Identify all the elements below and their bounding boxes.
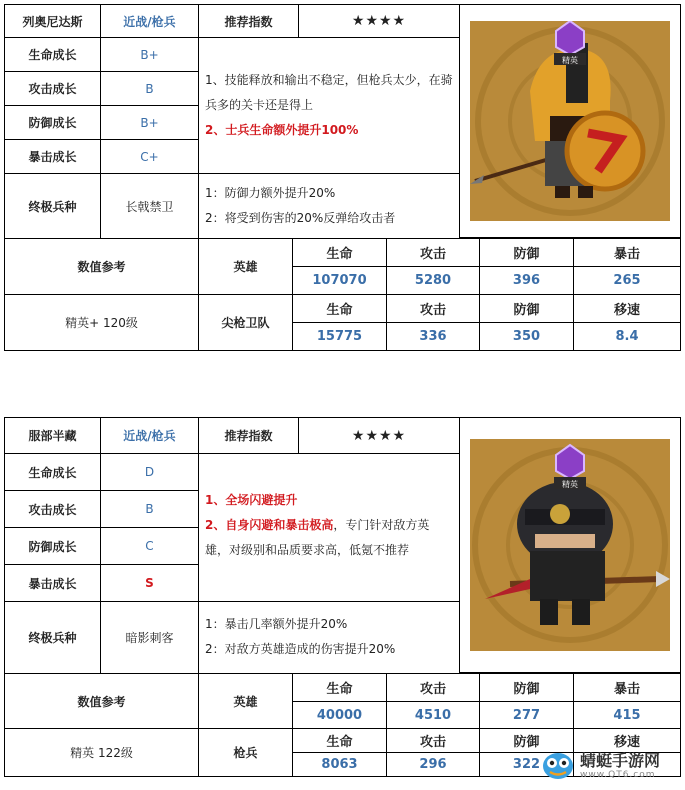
troop-stat-h3: 防御 <box>479 294 574 323</box>
dragonfly-logo-icon <box>540 750 576 782</box>
ult-note-1: 1：暴击几率额外提升20% <box>205 617 348 631</box>
growth-label-crit: 暴击成长 <box>4 564 101 602</box>
growth-label-crit: 暴击成长 <box>4 139 101 174</box>
badge-label: 精英 <box>562 480 578 489</box>
hero-portrait <box>459 417 681 673</box>
growth-label-hp: 生命成长 <box>4 37 101 72</box>
ult-note-2: 2：对敌方英雄造成的伤害提升20% <box>205 642 396 656</box>
note-line-1: 1、技能释放和输出不稳定，但枪兵太少，在骑兵多的关卡还是得上 <box>205 73 453 112</box>
hero-stat-v1: 107070 <box>292 266 387 295</box>
ult-notes <box>198 173 460 239</box>
growth-grade-crit: C+ <box>100 139 199 174</box>
ult-note-2: 2：将受到伤害的20%反弹给攻击者 <box>205 211 396 225</box>
hero-stats-label: 英雄 <box>198 238 293 295</box>
hero-stat-h1: 生命 <box>292 238 387 267</box>
hattori-portrait-image <box>470 439 670 651</box>
troop-label: 枪兵 <box>198 728 293 777</box>
growth-grade-crit: S <box>100 564 199 602</box>
growth-grade-hp: B+ <box>100 37 199 72</box>
growth-label-hp: 生命成长 <box>4 453 101 491</box>
hero-stat-h4: 暴击 <box>573 238 681 267</box>
ult-label: 终极兵种 <box>4 173 101 239</box>
hero-stat-v4: 415 <box>573 701 681 729</box>
troop-stat-v4: 8.4 <box>573 322 681 351</box>
hero-stat-h2: 攻击 <box>386 673 480 702</box>
hero-stats-label: 英雄 <box>198 673 293 729</box>
ref-label: 数值参考 <box>4 238 199 295</box>
growth-grade-atk: B <box>100 71 199 106</box>
troop-stat-h2: 攻击 <box>386 294 480 323</box>
growth-grade-atk: B <box>100 490 199 528</box>
troop-stat-v3: 322 <box>479 752 574 777</box>
ult-label: 终极兵种 <box>4 601 101 674</box>
site-watermark <box>540 744 680 788</box>
hero-type: 近战/枪兵 <box>100 417 199 454</box>
hero-card-hattori <box>4 417 681 777</box>
troop-stat-h1: 生命 <box>292 728 387 753</box>
hero-name: 服部半藏 <box>4 417 101 454</box>
troop-stat-h2: 攻击 <box>386 728 480 753</box>
growth-grade-def: B+ <box>100 105 199 140</box>
hero-name: 列奥尼达斯 <box>4 4 101 38</box>
troop-stat-h4: 移速 <box>573 294 681 323</box>
ult-unit: 暗影刺客 <box>100 601 199 674</box>
hero-stat-v1: 40000 <box>292 701 387 729</box>
growth-grade-def: C <box>100 527 199 565</box>
hero-stat-h3: 防御 <box>479 238 574 267</box>
note-line-2-rest: ，专门针对敌方英雄，对级别和品质要求高，低氪不推荐 <box>205 518 430 557</box>
hero-portrait <box>459 4 681 238</box>
troop-stat-v1: 8063 <box>292 752 387 777</box>
hero-stat-v3: 277 <box>479 701 574 729</box>
ref-label: 数值参考 <box>4 673 199 729</box>
hero-card-leonidas <box>4 4 681 351</box>
troop-stat-v2: 296 <box>386 752 480 777</box>
hero-type: 近战/枪兵 <box>100 4 199 38</box>
leonidas-portrait-image <box>470 21 670 221</box>
troop-stat-h4: 移速 <box>573 728 681 753</box>
troop-stat-v3: 350 <box>479 322 574 351</box>
hero-stat-v2: 5280 <box>386 266 480 295</box>
growth-label-def: 防御成长 <box>4 105 101 140</box>
troop-stat-h1: 生命 <box>292 294 387 323</box>
troop-stat-v2: 336 <box>386 322 480 351</box>
hero-stat-v4: 265 <box>573 266 681 295</box>
note-line-1: 1、全场闪避提升 <box>205 493 298 507</box>
recommend-stars: ★★★★ <box>298 4 460 38</box>
hero-stat-v2: 4510 <box>386 701 480 729</box>
hero-stat-v3: 396 <box>479 266 574 295</box>
ult-notes <box>198 601 460 674</box>
ult-unit: 长戟禁卫 <box>100 173 199 239</box>
growth-grade-hp: D <box>100 453 199 491</box>
troop-label: 尖枪卫队 <box>198 294 293 351</box>
note-line-2 <box>205 513 453 563</box>
watermark-title: 蜻蜓手游网 <box>580 751 661 770</box>
note-line-2-highlight: 2、自身闪避和暴击极高 <box>205 518 334 532</box>
growth-label-atk: 攻击成长 <box>4 490 101 528</box>
recommend-label: 推荐指数 <box>198 4 299 38</box>
growth-label-atk: 攻击成长 <box>4 71 101 106</box>
hero-stat-h3: 防御 <box>479 673 574 702</box>
hero-notes <box>198 453 460 602</box>
hero-stat-h4: 暴击 <box>573 673 681 702</box>
note-line-2: 2、士兵生命额外提升100% <box>205 123 359 137</box>
watermark-url: www.QT6.com <box>580 770 656 780</box>
hero-stat-h2: 攻击 <box>386 238 480 267</box>
recommend-stars: ★★★★ <box>298 417 460 454</box>
badge-label: 精英 <box>562 56 578 65</box>
hero-notes <box>198 37 460 174</box>
ult-note-1: 1：防御力额外提升20% <box>205 186 336 200</box>
level-label: 精英 122级 <box>4 728 199 777</box>
recommend-label: 推荐指数 <box>198 417 299 454</box>
troop-stat-v1: 15775 <box>292 322 387 351</box>
troop-stat-h3: 防御 <box>479 728 574 753</box>
growth-label-def: 防御成长 <box>4 527 101 565</box>
hero-stat-h1: 生命 <box>292 673 387 702</box>
level-label: 精英+ 120级 <box>4 294 199 351</box>
